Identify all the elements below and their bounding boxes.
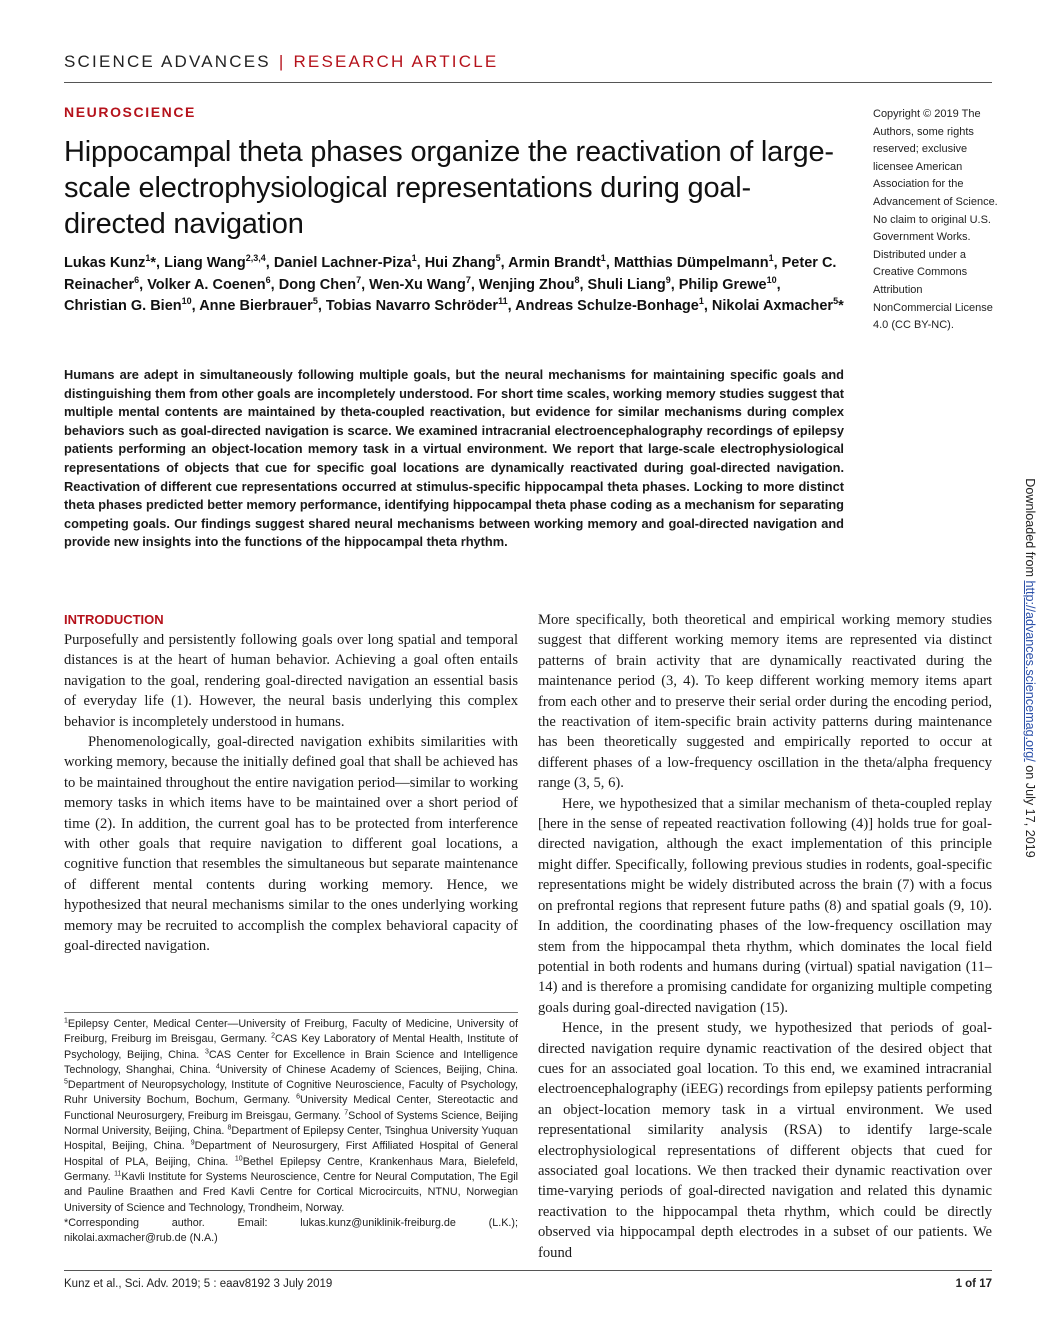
affiliation-number: 1 (64, 1017, 68, 1025)
author-name: Hui Zhang (424, 255, 496, 271)
affiliation-text: Epilepsy Center, Medical Center—University of Freiburg, Faculty of Medicine, University of Freiburg, Freiburg im Breisgau, Germany. (64, 1018, 518, 1046)
author-name: Liang Wang (164, 255, 246, 271)
author-affiliation-mark: 6 (134, 274, 140, 285)
affiliation-number: 3 (204, 1048, 209, 1055)
author-affiliation-mark: 10 (766, 274, 777, 285)
author-name: Nikolai Axmacher (711, 298, 834, 314)
author-name: Armin Brandt (508, 255, 601, 271)
author-affiliation-mark: 6 (265, 274, 271, 285)
footnote-rule (64, 1012, 518, 1013)
download-note-prefix: Downloaded from (1023, 478, 1037, 581)
body-column-right (538, 610, 992, 1263)
affiliation-text: CAS Key Laboratory of Mental Health, Institute of Psychology, Beijing, China. (64, 1033, 519, 1061)
affiliation-number: 4 (215, 1063, 220, 1071)
article-title: Hippocampal theta phases organize the reactivation of large-scale electrophysiological representations during goal-directed navigation (64, 136, 834, 240)
body-paragraph: Hence, in the present study, we hypothesized that periods of goal-directed navigation require dynamic reactivation of the desired object that cues for an associated goal location. To this end, we examined intracranial electroencephalography (iEEG) recordings from epilepsy patients performing an object-location memory task in a virtual environment. We used representational similarity analysis (RSA) to identify large-scale electrophysiological representations of different objects that cued for associated goal locations. We then tracked their dynamic reactivation over time-varying periods of goal-directed navigation and related this dynamic reactivation to the hippocampal theta rhythm, which could be directly observed via hippocampal depth electrodes in a subset of our patients. We found (538, 1020, 992, 1261)
header-separator: | (278, 52, 286, 71)
download-note-text (1023, 458, 1037, 878)
author-affiliation-mark: 1 (768, 253, 774, 264)
author-affiliation-mark: 1 (411, 253, 417, 264)
header-rule (64, 82, 992, 83)
affiliation-text: Department of Neurosurgery, First Affiliated Hospital of General Hospital of PLA, Beijing, China. (64, 1140, 518, 1168)
affiliation-number: 11 (114, 1170, 122, 1178)
author-affiliation-mark: 11 (498, 296, 508, 307)
section-heading-introduction: INTRODUCTION (64, 612, 164, 627)
section-label: NEUROSCIENCE (64, 104, 196, 120)
author-list: Lukas Kunz$^1$*, Liang Wang$^{2,3,4}$, Daniel Lachner-Piza$^1$, Hui Zhang$^5$, Armin Brandt$^1$, Matthias Dümpelmann$^1$, Peter C. Reinacher$^6$, Volker A. Coenen$^6$, Dong Chen$^7$, Wen-Xu Wang$^7$, Wenjing Zhou$^8$, Shuli Liang$^9$, Philip Grewe$^{10}$, Christian G. Bien$^{10}$, Anne Bierbrauer$^5$, Tobias Navarro Schröder$^{11}$, Andreas Schulze-Bonhage$^1$, Nikolai Axmacher$^5$* (64, 253, 844, 314)
author-name: Christian G. Bien (64, 298, 182, 314)
affiliation-number: 5 (64, 1078, 68, 1086)
author-name: Lukas Kunz (64, 255, 146, 271)
author-name: Andreas Schulze-Bonhage (515, 298, 699, 314)
author-name: Wen-Xu Wang (369, 276, 466, 293)
author-affiliation-mark: 9 (665, 274, 671, 285)
article-type: RESEARCH ARTICLE (293, 52, 499, 71)
author-name: Tobias Navarro Schröder (325, 298, 499, 314)
body-paragraph: Here, we hypothesized that a similar mechanism of theta-coupled replay [here in the sense of repeated reactivation following (4)] holds true for goal-directed navigation, although the exact implementation of this principle might differ. Specifically, following previous studies in rodents, goal-specific representations might be widely distributed across the brain (7) with a focus on prefrontal regions that represent future paths (8) and spatial goals (9, 10). In addition, the coordinating phases of the low-frequency oscillation may stem from the hippocampal theta rhythm, which dominates the local field potential in both rodents and humans during (virtual) spatial navigation (11–14) and is therefore a promising candidate for organizing multiple competing goals during goal-directed navigation (15). (538, 795, 992, 1016)
citation-line: Kunz et al., Sci. Adv. 2019; 5 : eaav8192 3 July 2019 (64, 1278, 333, 1290)
author-name: Peter C. Reinacher (64, 255, 837, 293)
author-name: Daniel Lachner-Piza (273, 255, 412, 271)
author-affiliation-mark: 5 (312, 296, 318, 307)
author-name: Dong Chen (278, 276, 357, 293)
author-name: Philip Grewe (678, 276, 767, 293)
affiliation-text: CAS Center for Excellence in Brain Science and Intelligence Technology, Shanghai, China. (64, 1048, 519, 1076)
affiliation-number: 7 (344, 1109, 349, 1117)
corresponding-author: *Corresponding author. Email: lukas.kunz@uniklinik-freiburg.de (L.K.); nikolai.axmacher@rub.de (N.A.) (64, 1216, 518, 1245)
affiliation-number: 2 (271, 1032, 276, 1040)
author-affiliation-mark: 10 (181, 296, 192, 307)
affiliations-footnote (64, 1017, 518, 1246)
affiliation-text: University Medical Center, Stereotactic and Functional Neurosurgery, Freiburg im Breisgau, Germany. (64, 1094, 519, 1122)
affiliation-text: Department of Neuropsychology, Institute of Cognitive Neuroscience, Faculty of Psychology, Ruhr University Bochum, Bochum, Germany. (64, 1079, 518, 1107)
download-link[interactable]: http://advances.sciencemag.org/ (1023, 580, 1037, 762)
author-affiliation-mark: 2,3,4 (245, 253, 266, 264)
affiliation-text: University of Chinese Academy of Sciences, Beijing, China. (219, 1063, 518, 1076)
author-affiliation-mark: 7 (465, 274, 471, 285)
affiliation-number: 10 (234, 1155, 243, 1163)
author-name: Shuli Liang (587, 276, 666, 293)
author-affiliation-mark: 7 (356, 274, 362, 285)
author-affiliation-mark: 8 (574, 274, 580, 285)
body-column-left (64, 630, 518, 957)
affiliation-number: 6 (296, 1093, 300, 1101)
body-paragraph: More specifically, both theoretical and empirical working memory studies suggest that different working memory items are represented via distinct patterns of brain activity that are dynamically reactivated during the maintenance period (3, 4). To keep different working memory items apart from each other and to preserve their serial order during the encoding period, the reactivation of item-specific brain activity patterns during maintenance has been theoretically suggested and empirically reported to occur at different phases of a low-frequency oscillation in the theta/alpha frequency range (3, 5, 6). (538, 612, 992, 792)
journal-header (64, 52, 498, 72)
author-name: Anne Bierbrauer (199, 298, 313, 314)
affiliation-number: 9 (190, 1139, 195, 1147)
author-name: Volker A. Coenen (147, 276, 266, 293)
affiliation-text: Department of Epilepsy Center, Tsinghua University Yuquan Hospital, Beijing, China. (64, 1125, 519, 1153)
abstract: Humans are adept in simultaneously following multiple goals, but the neural mechanisms for maintaining specific goals and distinguishing them from other goals are incompletely understood. For short time scales, working memory studies suggest that multiple mental contents are maintained by theta-coupled reactivation, but evidence for similar mechanisms during complex behaviors such as goal-directed navigation is scarce. We examined intracranial electroencephalography recordings of epilepsy patients performing an object-location memory task in a virtual environment. We report that large-scale electrophysiological representations of objects that cue for specific goal locations are dynamically reactivated during goal-directed navigation. Reactivation of different cue representations occurred at stimulus-specific hippocampal theta phases. Locking to more distinct theta phases predicted better memory performance, identifying hippocampal theta phase coding as a mechanism for separating competing goals. Our findings suggest shared neural mechanisms between working memory and goal-directed navigation and provide new insights into the functions of the hippocampal theta rhythm. (64, 367, 844, 550)
journal-name: SCIENCE ADVANCES (64, 52, 271, 71)
copyright-notice: Copyright © 2019 The Authors, some rights reserved; exclusive licensee American Association for the Advancement of Science. No claim to original U.S. Government Works. Distributed under a Creative Commons Attribution NonCommercial License 4.0 (CC BY-NC). (873, 108, 998, 332)
author-affiliation-mark: 5 (833, 296, 839, 307)
author-name: Matthias Dümpelmann (613, 255, 769, 271)
author-affiliation-mark: 1 (698, 296, 704, 307)
footer-rule (64, 1270, 992, 1271)
body-paragraph: Phenomenologically, goal-directed navigation exhibits similarities with working memory, because the initially defined goal that shall be achieved has to be maintained throughout the entire navigation period—similar to working memory tasks in which items have to be maintained over a short period of time (2). In addition, the current goal has to be protected from interference with other goals that require navigation to different goal locations, a cognitive function that resembles the simultaneous but separate maintenance of different mental contents during working memory. Hence, we hypothesized that neural mechanisms similar to the ones underlying working memory may be recruited to accomplish the complex behavioral capacity of goal-directed navigation. (64, 734, 518, 955)
affiliation-list (64, 1017, 518, 1216)
download-note (1018, 458, 1042, 878)
affiliation-text: Bethel Epilepsy Centre, Krankenhaus Mara, Bielefeld, Germany. (64, 1155, 518, 1183)
author-name: Wenjing Zhou (478, 276, 575, 293)
author-affiliation-mark: 1 (600, 253, 606, 264)
affiliation-text: Kavli Institute for Systems Neuroscience, Centre for Neural Computation, The Egil and Pauline Braathen and Fred Kavli Centre for Cortical Microcircuits, NTNU, Norwegian University of Science and Technology, Trondheim, Norway. (64, 1170, 518, 1214)
page-number: 1 of 17 (955, 1278, 992, 1290)
affiliation-text: School of Systems Science, Beijing Normal University, Beijing, China. (64, 1109, 519, 1138)
download-note-suffix: on July 17, 2019 (1023, 761, 1037, 858)
affiliation-number: 8 (227, 1124, 232, 1132)
body-paragraph: Purposefully and persistently following goals over long spatial and temporal distances is at the heart of human behavior. Achieving a goal often entails navigation to the goal, rendering goal-directed navigation an essential basis of everyday life (1). However, the neural basis underlying this complex behavior is incompletely understood in humans. (64, 632, 518, 730)
author-affiliation-mark: 1 (145, 253, 151, 264)
author-affiliation-mark: 5 (495, 253, 501, 264)
